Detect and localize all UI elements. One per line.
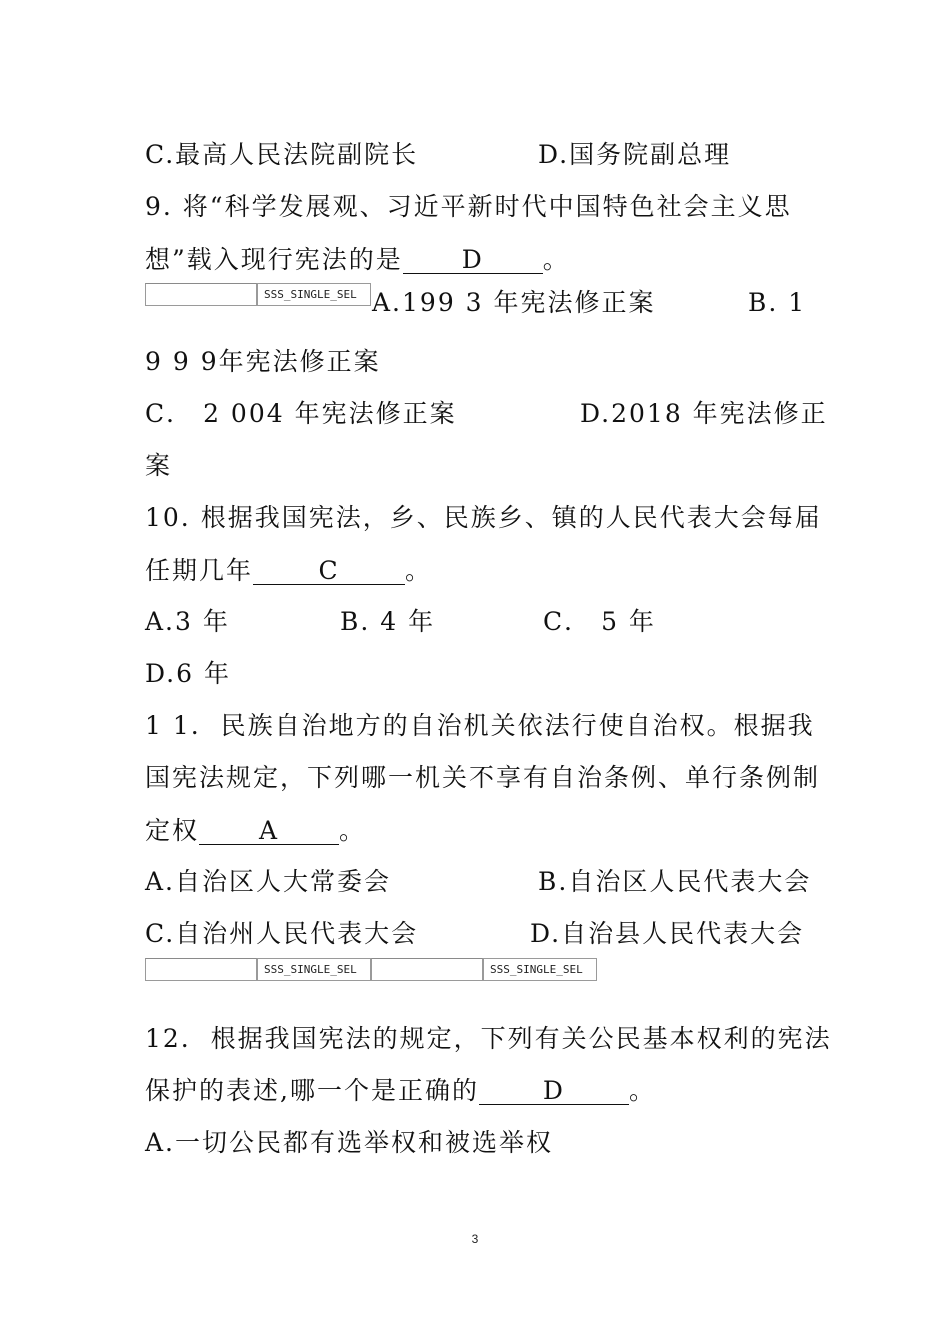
q9-option-b: B. 1 xyxy=(748,288,807,317)
single-select-control[interactable]: SSS_SINGLE_SEL xyxy=(257,958,371,981)
q10-option-a: A.3 年 xyxy=(145,607,230,636)
q11-option-c: C.自治州人民代表大会 xyxy=(145,919,419,948)
q9-stem-text: 想”载入现行宪法的是 xyxy=(145,245,403,274)
q11-option-b: B.自治区人民代表大会 xyxy=(538,867,812,896)
q9-option-d: D.2018 年宪法修正 xyxy=(580,399,828,428)
answer-input-box[interactable] xyxy=(145,958,257,981)
q12-stem-text: 保护的表述,哪一个是正确的 xyxy=(145,1076,479,1105)
q11-option-d: D.自治县人民代表大会 xyxy=(530,919,805,948)
q10-stem-line-1: 10. 根据我国宪法，乡、民族乡、镇的人民代表大会每届 xyxy=(145,503,822,532)
q12-option-a: A.一切公民都有选举权和被选举权 xyxy=(145,1128,554,1157)
q12-stem-line-1: 12. 根据我国宪法的规定，下列有关公民基本权利的宪法 xyxy=(145,1024,832,1053)
q10-option-d: D.6 年 xyxy=(145,659,231,688)
q11-option-a: A.自治区人大常委会 xyxy=(145,867,392,896)
q8-option-d: D.国务院副总理 xyxy=(538,140,732,169)
q10-stem-end: 。 xyxy=(405,556,433,585)
q9-option-b-continued: 9 9 9年宪法修正案 xyxy=(145,347,381,376)
q10-option-c: C． 5 年 xyxy=(543,607,656,636)
q9-option-c: C． 2 004 年宪法修正案 xyxy=(145,399,457,428)
answer-input-box[interactable] xyxy=(371,958,483,981)
q10-stem-text: 任期几年 xyxy=(145,556,254,585)
q9-stem-line-1: 9. 将“科学发展观、习近平新时代中国特色社会主义思 xyxy=(145,192,792,221)
q11-stem-text: 定权 xyxy=(145,816,200,845)
q11-answer-controls xyxy=(145,958,597,983)
q9-stem-end: 。 xyxy=(542,245,570,274)
single-select-control[interactable]: SSS_SINGLE_SEL xyxy=(257,283,371,306)
q11-stem-line-3 xyxy=(145,816,366,846)
q11-stem-line-1: 1 1. 民族自治地方的自治机关依法行使自治权。根据我 xyxy=(145,711,815,740)
answer-input-box[interactable] xyxy=(145,283,257,306)
q9-answer-blank: D xyxy=(403,247,543,274)
q9-option-a: A.199 3 年宪法修正案 xyxy=(372,288,656,317)
q10-answer-blank: C xyxy=(253,558,405,585)
q9-stem-line-2 xyxy=(145,245,570,275)
page-number: 3 xyxy=(471,1232,479,1246)
q11-stem-line-2: 国宪法规定，下列哪一机关不享有自治条例、单行条例制 xyxy=(145,763,821,792)
q9-answer-controls xyxy=(145,283,371,308)
q12-answer-blank: D xyxy=(479,1078,629,1105)
q8-option-c: C.最高人民法院副院长 xyxy=(145,140,419,169)
q12-stem-line-2 xyxy=(145,1076,656,1106)
q12-stem-end: 。 xyxy=(628,1076,656,1105)
q10-option-b: B. 4 年 xyxy=(340,607,436,636)
q10-stem-line-2 xyxy=(145,556,432,586)
single-select-control[interactable]: SSS_SINGLE_SEL xyxy=(483,958,597,981)
q11-stem-end: 。 xyxy=(339,816,367,845)
q9-option-d-continued: 案 xyxy=(145,451,173,480)
q11-answer-blank: A xyxy=(199,818,339,845)
